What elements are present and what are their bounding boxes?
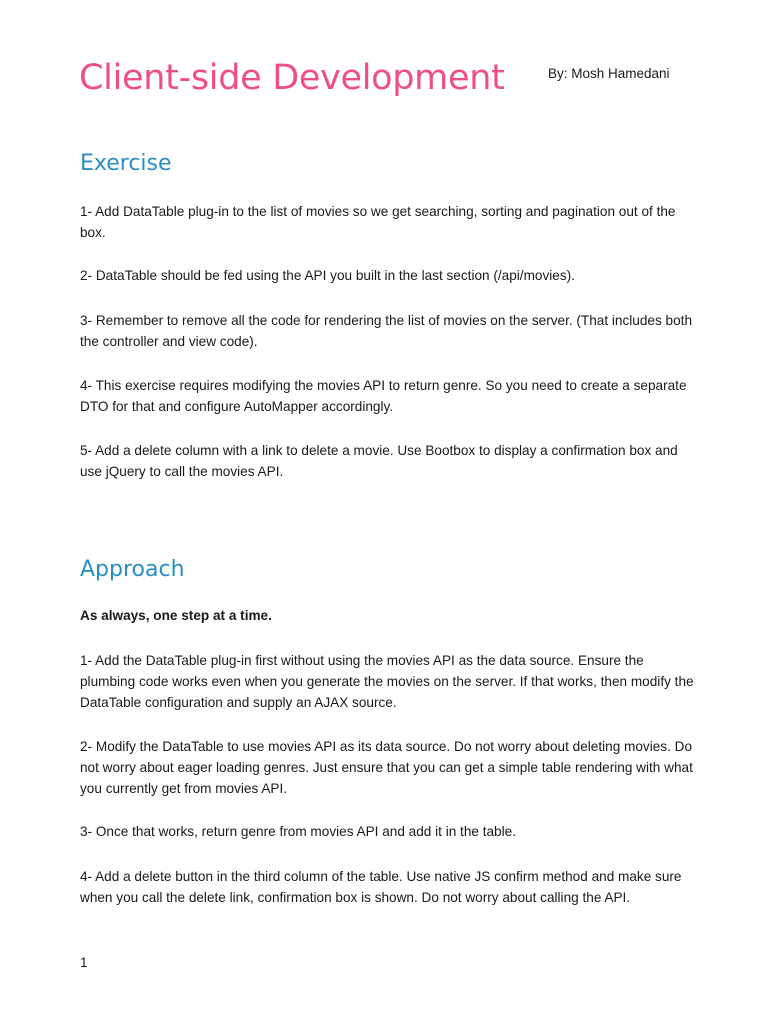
approach-item: 1- Add the DataTable plug-in first without using the movies API as the data source. Ensure the plumbing code works even when you generate the movies on the server. If that works, then modify the DataTable configuration and supply an AJAX source. [80,653,694,710]
author-byline: By: Mosh Hamedani [548,66,670,81]
approach-item: 3- Once that works, return genre from movies API and add it in the table. [80,824,516,839]
document-title: Client-side Development [79,58,505,98]
approach-item: 4- Add a delete button in the third column of the table. Use native JS confirm method and make sure when you call the delete link, confirmation box is shown. Do not worry about calling the API. [80,869,682,905]
approach-heading: Approach [80,557,185,582]
approach-item: 2- Modify the DataTable to use movies API as its data source. Do not worry about deleting movies. Do not worry about eager loading genres. Just ensure that you can get a simple table rendering with what you currently get from movies API. [80,739,693,796]
exercise-item: 1- Add DataTable plug-in to the list of movies so we get searching, sorting and pagination out of the box. [80,204,676,240]
page-number: 1 [80,955,88,970]
exercise-item: 2- DataTable should be fed using the API you built in the last section (/api/movies). [80,268,575,283]
exercise-item: 3- Remember to remove all the code for rendering the list of movies on the server. (That includes both the controller and view code). [80,313,693,349]
exercise-heading: Exercise [80,151,172,176]
exercise-item: 5- Add a delete column with a link to delete a movie. Use Bootbox to display a confirmation box and use jQuery to call the movies API. [80,443,678,479]
exercise-item: 4- This exercise requires modifying the movies API to return genre. So you need to create a separate DTO for that and configure AutoMapper accordingly. [80,378,687,414]
approach-intro: As always, one step at a time. [80,608,272,623]
